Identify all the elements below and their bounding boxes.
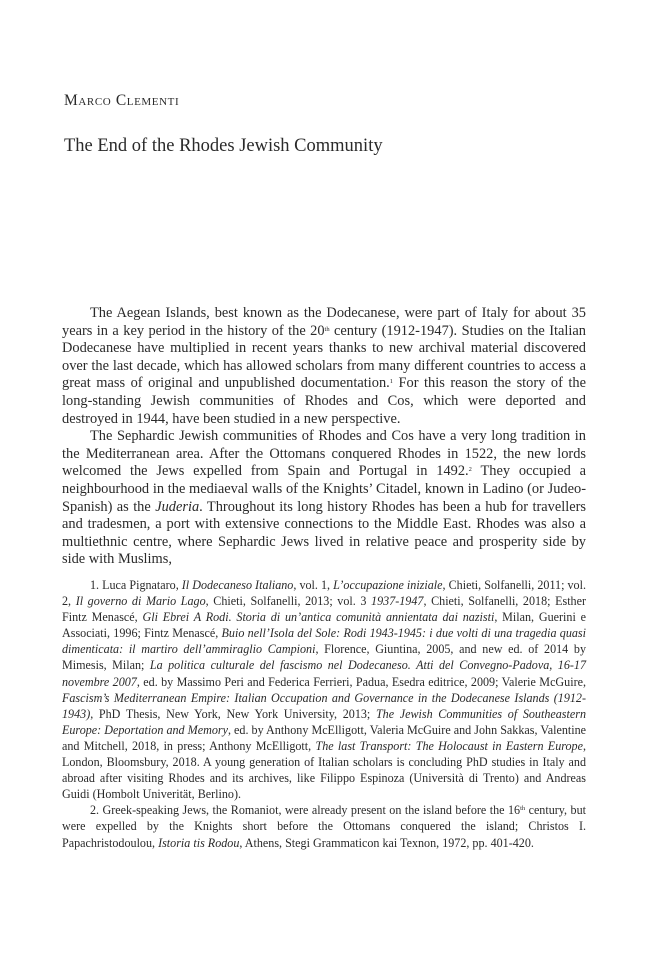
text-run: 1. Luca Pignataro, — [90, 578, 182, 592]
italic-title: L’occupazione iniziale — [333, 578, 443, 592]
footnote-ref-1: 1 — [389, 378, 393, 386]
body-text — [62, 305, 586, 569]
italic-title: Il governo di Mario Lago — [75, 594, 206, 609]
footnote-ref-2: 2 — [468, 466, 472, 474]
text-run: century, but were expelled by the Knights short before the Ottomans conquered the island; Christos I. Papachristodoulou, — [62, 803, 586, 850]
text-run: , ed. by Anthony McElligott, Valeria McGuire and John Sakkas, Valentine and Mitchell, 2018, in press; Anthony McElligott, — [62, 722, 587, 753]
italic-title: The Jewish Communities of Southeastern Europe: Deportation and Memory — [62, 706, 586, 737]
text-run: The Sephardic Jewish communities of Rhodes and Cos have a very long tradition in the Mediterranean area. After the Ottomans conquered Rhodes in 1522, the new lords welcomed the Jews expelled from Spain and Portugal in 1492. — [62, 428, 586, 480]
italic-title: Il Dodecaneso Italiano — [181, 578, 294, 592]
text-run: century (1912-1947). Studies on the Italian Dodecanese have multiplied in recent years thanks to new archival material discovered over the last decade, which has allowed scholars from many different countries to access a great mass of original and unpublished documentation. — [62, 322, 586, 392]
italic-title: Istoria tis Rodou — [158, 835, 240, 850]
italic-title: 1937-1947 — [371, 594, 424, 609]
text-run: , Chieti, Solfanelli, 2013; vol. 3 — [205, 594, 372, 609]
italic-title: Fascism’s Mediterranean Empire: Italian Occupation and Governance in the Dodecanese Islands (1912-1943) — [62, 690, 586, 721]
footnotes — [62, 577, 586, 851]
text-run: . Throughout its long history Rhodes has been a hub for travellers and tradesmen, a port with extensive connections to the Middle East. Rhodes was also a multiethnic centre, where Sephardic Jews lived in relative peace and prosperity side by side with Muslims, — [62, 498, 586, 568]
text-run: , ed. by Massimo Peri and Federica Ferrieri, Padua, Esedra editrice, 2009; Valerie McGuire, — [136, 674, 586, 689]
italic-title: Gli Ebrei A Rodi. Storia di un’antica comunità annientata dai nazisti — [142, 610, 495, 625]
text-run: , PhD Thesis, New York, New York University, 2013; — [90, 706, 376, 721]
text-run: They occupied a neighbourhood in the mediaeval walls of the Knights’ Citadel, known in Ladino (or Judeo-Spanish) as the — [62, 463, 586, 515]
author-name: Marco Clementi — [64, 92, 180, 109]
italic-title: Buio nell’Isola del Sole: Rodi 1943-1945: i due volti di una tragedia quasi dimenticata: il martiro dell’ammiraglio Campioni — [62, 626, 586, 657]
text-run: , Florence, Giuntina, 2005, and new ed. of 2014 by Mimesis, Milan; — [62, 642, 587, 673]
italic-term: Juderia — [155, 498, 200, 515]
text-run: 2. Greek-speaking Jews, the Romaniot, were already present on the island before the 16 — [90, 803, 521, 818]
body-paragraph-1 — [62, 305, 586, 428]
body-paragraph-2 — [62, 428, 586, 569]
text-run: For this reason the story of the long-standing Jewish communities of Rhodes and Cos, which were deported and destroyed in 1944, have been studied in a new perspective. — [62, 375, 586, 427]
footnote-1 — [62, 577, 586, 802]
italic-title: La politica culturale del fascismo nel Dodecaneso. Atti del Convegno-Padova, 16-17 novembre 2007 — [62, 658, 586, 689]
chapter-title: The End of the Rhodes Jewish Community — [64, 136, 383, 156]
text-run: The Aegean Islands, best known as the Dodecanese, were part of Italy for about 35 years in a key period in the history of the 20 — [62, 305, 586, 339]
text-run: , vol. 1, — [293, 578, 334, 592]
text-run: , Chieti, Solfanelli, 2011; vol. 2, — [62, 578, 586, 609]
text-run: , London, Bloomsbury, 2018. A young generation of Italian scholars is concluding PhD studies in Italy and abroad after visiting Rhodes and its archives, like Filippo Espinoza (Università di Trento) and Andreas Guidi (Hombolt Univerität, Berlino). — [62, 738, 586, 802]
text-run: , Athens, Stegi Grammaticon kai Texnon, 1972, pp. 401-420. — [239, 835, 534, 850]
italic-title: The last Transport: The Holocaust in Eastern Europe — [315, 738, 583, 753]
superscript: th — [324, 325, 330, 333]
superscript: th — [520, 805, 526, 813]
text-run: , Milan, Guerini e Associati, 1996; Fintz Menascé, — [62, 610, 586, 641]
footnote-2 — [62, 802, 586, 850]
text-run: , Chieti, Solfanelli, 2018; Esther Fintz Menascé, — [62, 594, 586, 625]
